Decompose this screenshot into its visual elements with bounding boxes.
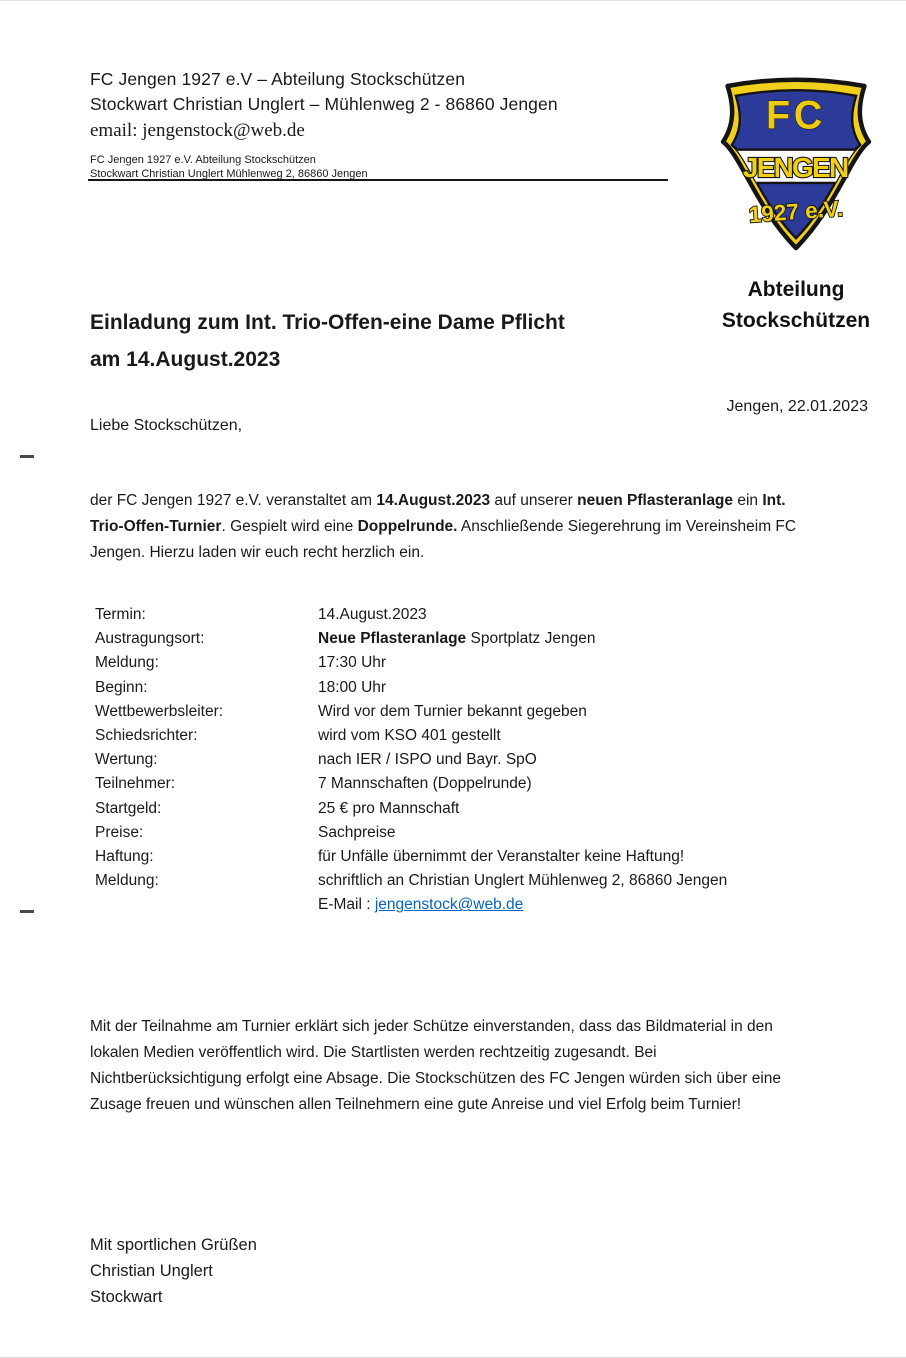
details-label: Beginn:	[95, 678, 148, 696]
date-line: Jengen, 22.01.2023	[726, 398, 868, 415]
details-label: Termin:	[95, 606, 146, 623]
intro-text: der FC Jengen 1927 e.V. veranstaltet am	[90, 492, 377, 509]
title-line-2: am 14.August.2023	[90, 348, 281, 371]
crest-name-text: JENGEN	[742, 151, 850, 183]
intro-paragraph	[90, 488, 906, 566]
details-row	[95, 893, 727, 917]
details-value	[318, 893, 523, 917]
sender-email: email: jengenstock@web.de	[90, 120, 305, 141]
details-value	[318, 651, 386, 675]
details-value-text: nach IER / ISPO und Bayr. SpO	[318, 751, 537, 769]
intro-bold-text: Doppelrunde.	[357, 518, 458, 535]
details-value-text: für Unfälle übernimmt der Veranstalter keine Haftung!	[318, 848, 685, 866]
club-crest-icon	[715, 71, 877, 263]
details-row	[95, 869, 727, 893]
document-title	[90, 304, 730, 378]
intro-text: ein	[733, 492, 763, 509]
details-row	[95, 797, 727, 821]
details-value-text: Sportplatz Jengen	[466, 630, 596, 648]
details-label: Meldung:	[95, 872, 159, 890]
salutation: Liebe Stockschützen,	[90, 417, 243, 434]
details-value-text: 17:30 Uhr	[318, 654, 387, 672]
intro-bold-text: Int.	[762, 492, 786, 509]
details-value-text: E-Mail :	[318, 896, 375, 914]
closing-paragraph	[90, 1014, 906, 1118]
intro-text: Anschließende Siegerehrung im Vereinsheim FC	[457, 518, 797, 535]
details-value-text: 14.August.2023	[318, 606, 427, 623]
details-value	[318, 821, 396, 845]
details-value	[318, 797, 459, 821]
logo-caption-line-2: Stockschützen	[721, 309, 871, 332]
details-value	[318, 772, 532, 796]
details-value	[318, 845, 684, 869]
details-value-text: schriftlich an Christian Unglert Mühlenweg 2, 86860 Jengen	[318, 872, 728, 890]
details-row	[95, 845, 727, 869]
signature-line: Mit sportlichen Grüßen	[90, 1236, 257, 1254]
header-divider	[88, 179, 668, 181]
details-value	[318, 748, 537, 772]
logo-caption-line-1: Abteilung	[747, 278, 845, 301]
intro-bold-text: 14.August.2023	[376, 492, 491, 509]
details-row	[95, 676, 727, 700]
details-label: Schiedsrichter:	[95, 727, 198, 745]
details-row	[95, 603, 727, 627]
details-label: Wettbewerbsleiter:	[95, 702, 224, 720]
intro-bold-text: neuen Pflasteranlage	[577, 492, 734, 509]
details-value	[318, 700, 587, 724]
sender-small-line-2: Stockwart Christian Unglert Mühlenweg 2, 86860 Jengen	[90, 168, 368, 180]
sender-line-1: FC Jengen 1927 e.V – Abteilung Stockschützen	[90, 69, 466, 89]
details-value	[318, 603, 427, 627]
sender-header	[90, 67, 558, 181]
title-line-1: Einladung zum Int. Trio-Offen-eine Dame Pflicht	[90, 311, 565, 334]
closing-line: Nichtberücksichtigung erfolgt eine Absage. Die Stockschützen des FC Jengen würden sich über eine	[90, 1070, 782, 1087]
details-label	[95, 893, 318, 917]
details-row	[95, 748, 727, 772]
signature-block	[90, 1232, 257, 1310]
details-value-bold-text: Neue Pflasteranlage	[318, 630, 467, 648]
details-value-text: 7 Mannschaften (Doppelrunde)	[318, 775, 532, 793]
details-value	[318, 676, 386, 700]
crest-fc-text: FC	[766, 93, 826, 138]
fold-mark-top	[20, 455, 34, 458]
signature-line: Christian Unglert	[90, 1262, 213, 1280]
club-logo	[706, 71, 886, 336]
details-label: Meldung:	[95, 654, 159, 672]
details-row	[95, 724, 727, 748]
details-value-text: 18:00 Uhr	[318, 678, 387, 696]
sender-line-2: Stockwart Christian Unglert – Mühlenweg 2 - 86860 Jengen	[90, 94, 558, 114]
details-value-text: Sachpreise	[318, 823, 396, 841]
intro-bold-text: Trio-Offen-Turnier	[90, 518, 222, 535]
details-label: Austragungsort:	[95, 630, 205, 648]
fold-mark-bottom	[20, 910, 34, 913]
intro-text: auf unserer	[490, 492, 578, 509]
details-label: Teilnehmer:	[95, 775, 176, 793]
details-value-text: Wird vor dem Turnier bekannt gegeben	[318, 702, 587, 720]
details-value-text: wird vom KSO 401 gestellt	[318, 727, 501, 745]
signature-line: Stockwart	[90, 1288, 163, 1306]
details-value	[318, 724, 501, 748]
sender-small-line-1: FC Jengen 1927 e.V. Abteilung Stockschützen	[90, 154, 316, 166]
details-row	[95, 627, 727, 651]
crest-year-text: 1927 e.V.	[748, 195, 844, 228]
closing-line: Mit der Teilnahme am Turnier erklärt sich jeder Schütze einverstanden, dass das Bildmaterial in den	[90, 1018, 773, 1035]
details-value-text: 25 € pro Mannschaft	[318, 799, 460, 817]
details-value	[318, 627, 595, 651]
details-label: Startgeld:	[95, 799, 162, 817]
intro-text: Jengen. Hierzu laden wir euch recht herzlich ein.	[90, 544, 425, 561]
details-table	[95, 603, 727, 918]
details-label: Haftung:	[95, 848, 154, 866]
email-link[interactable]: jengenstock@web.de	[374, 896, 524, 914]
details-row	[95, 700, 727, 724]
closing-line: Zusage freuen und wünschen allen Teilnehmern eine gute Anreise und viel Erfolg beim Turnier!	[90, 1096, 742, 1113]
details-label: Preise:	[95, 823, 144, 841]
details-row	[95, 651, 727, 675]
closing-line: lokalen Medien veröffentlich wird. Die Startlisten werden rechtzeitig zugesandt. Bei	[90, 1044, 657, 1061]
details-value	[318, 869, 727, 893]
details-row	[95, 772, 727, 796]
details-label: Wertung:	[95, 751, 158, 769]
intro-text: . Gespielt wird eine	[221, 518, 358, 535]
details-row	[95, 821, 727, 845]
